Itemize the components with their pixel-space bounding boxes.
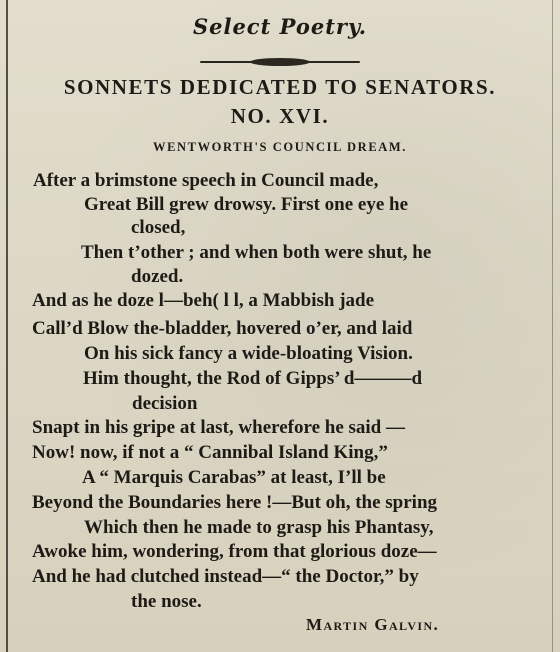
poem-line: dozed. <box>131 266 184 287</box>
poem-line: A “ Marquis Carabas” at least, I’ll be <box>82 467 386 488</box>
poem-line: Then t’other ; and when both were shut, he <box>81 242 432 263</box>
author-signature: Martin Galvin. <box>306 615 440 634</box>
poem-line: Call’d Blow the-bladder, hovered o’er, and laid <box>32 318 413 339</box>
poem-series-title: SONNETS DEDICATED TO SENATORS. <box>63 75 497 99</box>
poem-subtitle: WENTWORTH'S COUNCIL DREAM. <box>152 140 408 154</box>
poem-line: And as he doze l—beh( l l, a Mabbish jade <box>32 290 375 311</box>
poem-line: the nose. <box>131 591 202 612</box>
poem-line: closed, <box>131 217 186 238</box>
poem-line: After a brimstone speech in Council made, <box>33 170 379 191</box>
poem-line: Great Bill grew drowsy. First one eye he <box>84 194 409 215</box>
section-header: Select Poetry. <box>192 14 368 39</box>
poem-line: Snapt in his gripe at last, wherefore he said — <box>32 417 405 438</box>
poem-line: Beyond the Boundaries here !—But oh, the spring <box>32 492 438 513</box>
poem-line: On his sick fancy a wide-bloating Vision. <box>84 343 413 364</box>
poem-line: Which then he made to grasp his Phantasy, <box>84 517 434 538</box>
poem-line: Him thought, the Rod of Gipps’ d———d <box>83 368 423 389</box>
poem-line: Now! now, if not a “ Cannibal Island King,” <box>32 442 388 463</box>
poem-line: decision <box>132 393 198 414</box>
poem-line: And he had clutched instead—“ the Doctor,” by <box>32 566 419 587</box>
poem-line: Awoke him, wondering, from that glorious doze— <box>32 541 437 562</box>
poem-number: NO. XVI. <box>230 104 330 128</box>
